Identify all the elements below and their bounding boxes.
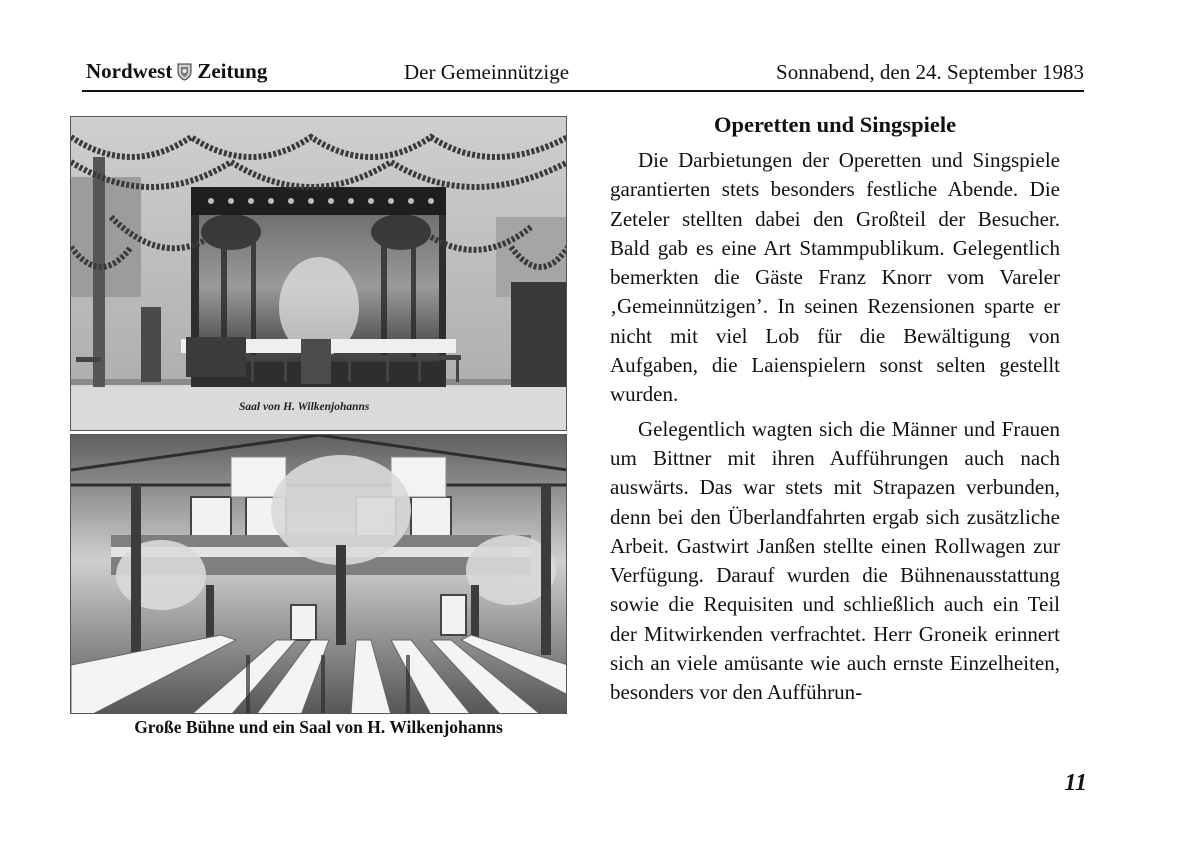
article-paragraph: Die Darbietungen der Operetten und Singspiele garantierten stets besonders festliche Abende. Die Zeteler stellten dabei den Großteil der Besucher. Bald gab es eine Art Stammpublikum. Gelegentlich bemerkten die Gäste Franz Knorr vom Vareler ‚Gemeinnützigen’. In seinen Rezensionen sparte er nicht mit viel Lob für die Bewältigung von Aufgaben, die Laienspielern sonst selten gestellt wurden.	[610, 148, 1060, 407]
stage-photo	[70, 116, 567, 431]
newspaper-name-part2: Zeitung	[197, 59, 268, 83]
page-header	[82, 57, 1084, 92]
article	[610, 112, 1060, 713]
newspaper-name-part1: Nordwest	[86, 59, 173, 83]
photo-inscription: Saal von H. Wilkenjohanns	[239, 401, 370, 413]
page-number: 11	[1064, 770, 1087, 796]
hall-photo	[70, 434, 567, 714]
section-title: Der Gemeinnützige	[404, 60, 570, 84]
crest-icon	[177, 63, 192, 81]
issue-date: Sonnabend, den 24. September 1983	[776, 60, 1084, 84]
photo-caption: Große Bühne und ein Saal von H. Wilkenjohanns	[134, 717, 503, 737]
article-paragraph: Gelegentlich wagten sich die Männer und Frauen um Bittner mit ihren Aufführungen auch nach auswärts. Das war stets mit Strapazen verbunden, denn bei den Überlandfahrten ergab sich zusätzliche Arbeit. Gastwirt Janßen stellte einen Rollwagen zur Verfügung. Darauf wurden die Bühnenausstattung sowie die Requisiten und schließlich auch ein Teil der Mitwirkenden verfrachtet. Herr Groneik erinnert sich an viele amüsante wie auch ernste Einzelheiten, besonders vor den Aufführun-	[610, 416, 1060, 705]
article-title: Operetten und Singspiele	[713, 112, 957, 137]
newspaper-logo	[86, 59, 267, 84]
